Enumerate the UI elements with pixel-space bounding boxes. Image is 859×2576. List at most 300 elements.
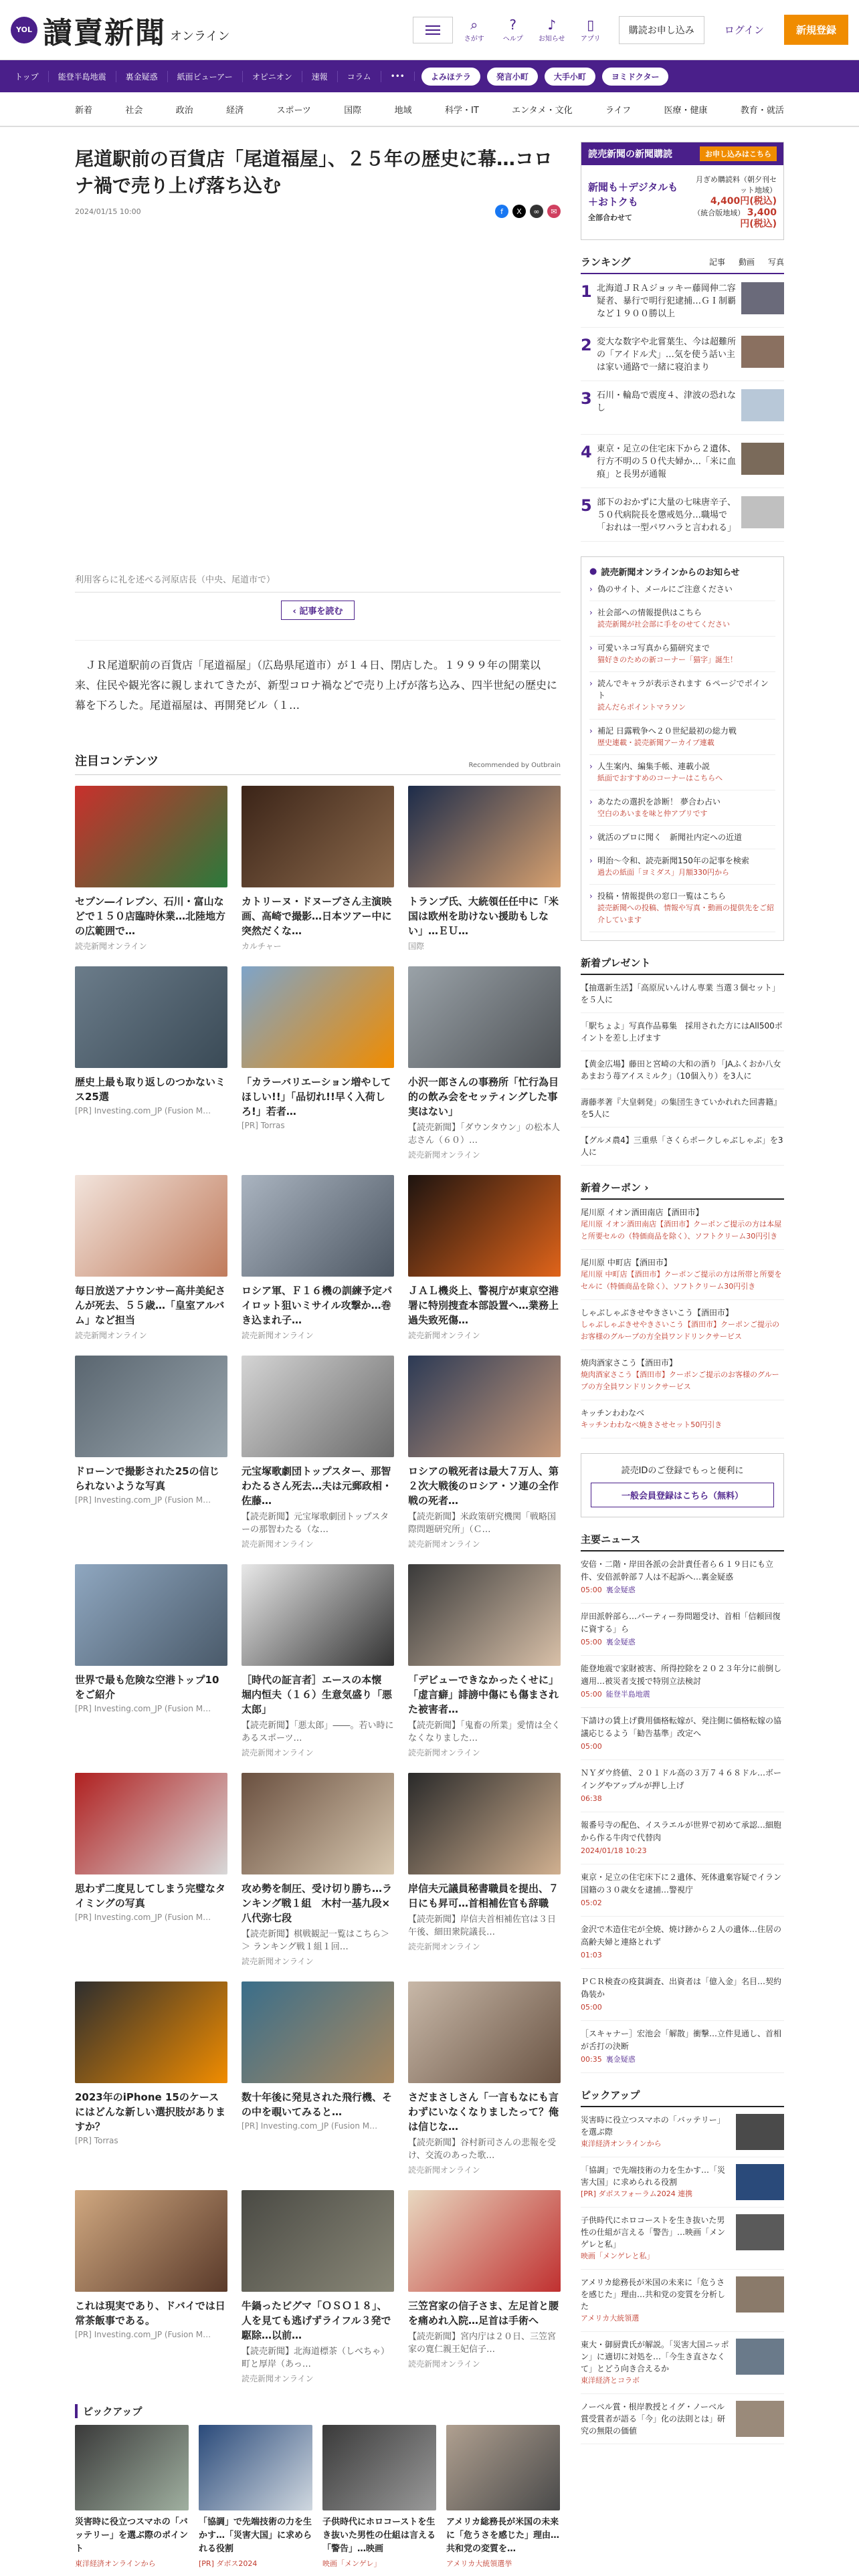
subscribe-box[interactable] xyxy=(581,142,784,240)
card-image[interactable] xyxy=(242,1356,394,1457)
article-title: 尾道駅前の百貨店「尾道福屋」、２５年の歴史に幕…コロナ禍で売り上げ落ち込む xyxy=(75,148,553,197)
news-timestamp: 05:00 xyxy=(581,1742,602,1751)
ranking-title[interactable]: 東京・足立の住宅床下から２遺体、行方不明の５０代夫婦か…「米に血痕」と長男が通報 xyxy=(597,444,737,479)
ranking-title[interactable]: 石川・輪島で震度４、津波の恐れなし xyxy=(597,391,737,413)
article-meta xyxy=(75,205,561,218)
side-pickup-title[interactable]: 東大・御厨貴氏が解説。「災害大国ニッポン」に適切に対処を…「今生き直さなくて」とどう向き合えるか xyxy=(581,2340,729,2373)
side-pickup-source: [PR] ダボスフォーラム2024 連携 xyxy=(581,2189,693,2198)
notice-item-title[interactable]: 投稿・情報提供の窓口一覧はこちら xyxy=(597,891,727,901)
pickup-heading: ピックアップ xyxy=(75,2404,561,2418)
pickup-title[interactable]: 災害時に役立つスマホの「バッテリー」を選ぶ際のポイント xyxy=(75,2517,189,2554)
recommend-card[interactable] xyxy=(242,1175,394,1341)
recommend-header xyxy=(75,752,561,775)
ranking-thumbnail[interactable] xyxy=(741,282,784,314)
coupon-item[interactable] xyxy=(581,1250,784,1300)
card-title[interactable]: 数十年後に発見された飛行機、その中を覗いてみると… xyxy=(242,2091,393,2118)
card-image[interactable] xyxy=(75,2190,227,2292)
notice-item-title[interactable]: あなたの選択を診断！ 夢合わ占い xyxy=(597,797,721,807)
recommend-card[interactable] xyxy=(408,1356,561,1549)
coupon-item-title[interactable]: しゃぶしゃぶきせやきさいこう【酒田市】 xyxy=(581,1308,734,1317)
card-excerpt: 【読売新聞】「鬼畜の所業」愛情は全くなくなりました… xyxy=(408,1721,561,1743)
side-pickup-item[interactable] xyxy=(581,2332,784,2394)
news-time xyxy=(581,1688,784,1701)
site-header xyxy=(0,0,859,60)
card-excerpt: 【読売新聞】元宝塚歌劇団トップスターの那智わたる（な… xyxy=(242,1512,389,1535)
ranking-thumbnail[interactable] xyxy=(741,336,784,368)
ranking-item[interactable] xyxy=(581,328,784,381)
news-tag[interactable]: 裏金疑惑 xyxy=(605,1638,636,1646)
snav-item[interactable]: 社会 xyxy=(125,105,143,116)
notice-item[interactable] xyxy=(589,826,775,849)
card-title[interactable]: ［時代の証言者］エースの本懐 堀内恒夫（１６）生意気盛り「悪太郎」 xyxy=(242,1674,393,1715)
notice-item[interactable] xyxy=(589,578,775,601)
card-source: [PR] Investing.com_JP (Fusion M… xyxy=(75,1913,211,1922)
card-image[interactable] xyxy=(408,1356,561,1457)
news-title[interactable]: ＰＣＲ検査の疫貧調査、出資者は「億入金」名目…契約偽装か xyxy=(581,1977,782,1999)
ranking-thumbnail[interactable] xyxy=(741,443,784,475)
present-item-title[interactable]: 壽藤孝著『大皇刺発」の集団生きていかれれた回書籍』を5人に xyxy=(581,1097,782,1119)
gnav-more[interactable]: ••• xyxy=(381,72,415,81)
side-pickup-heading: ピックアップ xyxy=(581,2088,784,2107)
news-title[interactable]: 安倍・二階・岸田各派の会計責任者ら６１９日にも立件、安倍派幹部７人は不起訴へ…裏金疑惑 xyxy=(581,1560,774,1582)
card-title[interactable]: 毎日放送アナウンサー高井美紀さんが死去、５５歳…「皇室アルバム」など担当 xyxy=(75,1285,226,1326)
side-pickup-source: 東洋経済オンラインから xyxy=(581,2139,662,2148)
pickup-card[interactable] xyxy=(75,2425,189,2569)
side-pickup-text[interactable] xyxy=(581,2214,731,2262)
snav-item[interactable]: スポーツ xyxy=(276,105,311,116)
present-item[interactable] xyxy=(581,1013,784,1051)
card-image[interactable] xyxy=(242,1175,394,1277)
notice-sub: 空白のあいまを味と仲アプリです xyxy=(597,809,708,818)
card-title[interactable]: 小沢一郎さんの事務所「忙行為目的の飲み会をセッティングした事実はない」 xyxy=(408,1076,559,1117)
card-title[interactable]: ロシア軍、Ｆ１６機の訓練予定パイロット狙いミサイル攻撃か…巻き込まれ子… xyxy=(242,1285,393,1326)
ranking-thumbnail[interactable] xyxy=(741,389,784,421)
phone-icon[interactable]: ▯ アプリ xyxy=(580,17,601,43)
card-image[interactable] xyxy=(242,1981,394,2083)
card-source: 読売新聞オンライン xyxy=(408,1150,480,1160)
snav-item[interactable]: エンタメ・文化 xyxy=(512,105,573,116)
card-image[interactable] xyxy=(75,1773,227,1874)
side-pickup-list xyxy=(581,2107,784,2444)
news-item[interactable] xyxy=(581,1760,784,1812)
notice-item-title[interactable]: 読んでキャラが表示されます ６ページでポイント xyxy=(597,679,769,700)
card-title[interactable]: セブン―イレブン、石川・富山などで１５０店臨時休業…北陸地方の広範囲で… xyxy=(75,895,226,937)
side-pickup-title[interactable]: 「協調」で先端技術の力を生かす…「災害大国」に求められる役割 xyxy=(581,2165,726,2187)
present-item[interactable] xyxy=(581,975,784,1013)
snav-item[interactable]: 教育・就活 xyxy=(740,105,784,116)
card-excerpt: 【読売新聞】「悪太郎」――。若い時にあるスポーツ… xyxy=(242,1721,394,1743)
news-item[interactable] xyxy=(581,1812,784,1864)
snav-item[interactable]: 政治 xyxy=(175,105,193,116)
card-title[interactable]: 歴史上最も取り返しのつかないミス25選 xyxy=(75,1076,226,1103)
card-title[interactable]: トランプ氏、大統領任任中に「米国は欧州を助けない援助もしない」…ＥＵ… xyxy=(408,895,559,937)
recommend-card[interactable] xyxy=(242,1564,394,1758)
card-title[interactable]: ドローンで撮影された25の信じられないような写真 xyxy=(75,1465,219,1492)
card-image[interactable] xyxy=(75,1175,227,1277)
side-pickup-thumbnail[interactable] xyxy=(736,2214,784,2250)
card-title[interactable]: さだまさしさん「一言もなにも言わずにいなくなりましたって？俺は信じな… xyxy=(408,2091,559,2133)
news-title[interactable]: 東京・足立の住宅床下に２遺体、死体遺棄容疑でイラン国籍の３０歳女を逮捕…警視庁 xyxy=(581,1872,782,1895)
recommend-card[interactable] xyxy=(75,1564,227,1758)
recommend-card[interactable] xyxy=(75,1981,227,2175)
snav-item[interactable]: 新着 xyxy=(75,105,93,116)
notice-item[interactable] xyxy=(589,672,775,720)
recommend-card[interactable] xyxy=(242,786,394,952)
ranking-tab-photo[interactable]: 写真 xyxy=(767,257,784,267)
recommend-card[interactable] xyxy=(408,966,561,1160)
notice-item-title[interactable]: 明治〜令和、読売新聞150年の記事を検索 xyxy=(597,856,749,865)
notice-sub: 読売新聞への投稿、情報や写真・動画の提供先をご紹介しています xyxy=(597,903,774,924)
notice-sub: 紙面でおすすめのコーナーはこちらへ xyxy=(597,774,723,782)
header-tools xyxy=(413,15,848,45)
card-title[interactable]: カトリーヌ・ドヌーブさん主演映画、高崎で撮影…日本ツアー中に突然だくな… xyxy=(242,895,392,937)
recommend-card[interactable] xyxy=(408,1564,561,1758)
hero-image-area xyxy=(75,218,561,572)
link-icon[interactable]: ∞ xyxy=(530,205,543,218)
recommend-card[interactable] xyxy=(75,2190,227,2384)
subscribe-button[interactable]: 購読お申し込み xyxy=(619,16,704,44)
gnav-item[interactable]: 裏金疑惑 xyxy=(116,71,168,82)
card-image[interactable] xyxy=(242,966,394,1068)
ranking-list xyxy=(581,274,784,542)
side-pickup-item[interactable] xyxy=(581,2157,784,2208)
side-pickup-thumbnail[interactable] xyxy=(736,2276,784,2313)
pickup-source: 東洋経済オンラインから xyxy=(75,2559,156,2568)
side-pickup-title[interactable]: 災害時に役立つスマホの「バッテリー」を選ぶ際 xyxy=(581,2115,725,2137)
ranking-number: 1 xyxy=(581,282,592,301)
ranking-item[interactable] xyxy=(581,435,784,488)
side-pickup-item[interactable] xyxy=(581,2394,784,2444)
news-tag[interactable]: 能登半島地震 xyxy=(605,1690,650,1699)
news-timestamp: 06:38 xyxy=(581,1794,602,1803)
side-pickup-text[interactable] xyxy=(581,2114,731,2150)
coupon-detail: しゃぶしゃぶきせやきさいこう【酒田市】クーポンご提示のお客様のグループの方全員ワンドリンクサービス xyxy=(581,1320,779,1341)
article-lead: ＪＲ尾道駅前の百貨店「尾道福屋」（広島県尾道市）が１４日、閉店した。１９９９年の開業以来、住民や観光客に親しまれてきたが、新型コロナ禍などで売り上げが落ち込み、四半世紀の歴史に幕を下ろした。尾道福屋は、再開発ビル（１… xyxy=(75,640,561,716)
coupon-item[interactable] xyxy=(581,1300,784,1350)
news-time xyxy=(581,1792,784,1805)
news-time xyxy=(581,1636,784,1648)
card-title[interactable]: 思わず二度見してしまう完璧なタイミングの写真 xyxy=(75,1883,226,1909)
news-item[interactable] xyxy=(581,2021,784,2073)
card-title[interactable]: 三笠宮家の信子さま、左足首と腰を痛めれ入院…足首は手術へ xyxy=(408,2300,559,2327)
side-pickup-thumbnail[interactable] xyxy=(736,2164,784,2200)
section-nav xyxy=(0,92,859,127)
coupon-heading[interactable]: 新着クーポン › xyxy=(581,1180,784,1200)
card-source: 読売新聞オンライン xyxy=(408,1539,480,1549)
gnav-item[interactable]: オピニオン xyxy=(243,71,302,82)
ranking-item[interactable] xyxy=(581,381,784,435)
mail-icon[interactable]: ✉ xyxy=(547,205,561,218)
recommend-card[interactable] xyxy=(408,1175,561,1341)
card-title[interactable]: これは現実であり、ドバイでは日常茶飯事である。 xyxy=(75,2300,225,2327)
news-item[interactable] xyxy=(581,1917,784,1969)
present-item-title[interactable]: 【黄金広場】藤田と宮崎の大和の酒り「JAふくおか八女 あまおう苺アイスミルク」（10個入り）を3人に xyxy=(581,1059,789,1081)
card-image[interactable] xyxy=(75,1981,227,2083)
recommend-card[interactable] xyxy=(75,966,227,1160)
notice-item[interactable] xyxy=(589,601,775,637)
read-article-button[interactable]: ‹ 記事を読む xyxy=(281,601,355,620)
card-title[interactable]: 牛鍋ったピグマ「ＯＳＯ１８」、人を見ても逃げずライフル３発で駆除…以前… xyxy=(242,2300,391,2341)
coupon-item[interactable] xyxy=(581,1200,784,1250)
gnav-item[interactable]: 能登半島地震 xyxy=(49,71,116,82)
pickup-card[interactable] xyxy=(446,2425,560,2569)
notice-item-title[interactable]: 偽のサイト、メールにご注意ください xyxy=(597,584,733,594)
pickup-image[interactable] xyxy=(322,2425,436,2510)
card-image[interactable] xyxy=(408,2190,561,2292)
recommend-card[interactable] xyxy=(75,1175,227,1341)
ranking-title[interactable]: 北海道ＪＲＡジョッキー藤岡伸二容疑者、暴行で明行犯逮捕…ＧＩ制覇など１９００勝以上 xyxy=(597,284,737,319)
notice-item[interactable] xyxy=(589,790,775,826)
side-pickup-item[interactable] xyxy=(581,2107,784,2157)
recommend-card[interactable] xyxy=(75,1356,227,1549)
gnav-pill[interactable]: 大手小町 xyxy=(545,68,595,86)
pickup-card[interactable] xyxy=(199,2425,312,2569)
present-heading: 新着プレゼント xyxy=(581,956,784,975)
card-image[interactable] xyxy=(408,1773,561,1874)
present-list xyxy=(581,975,789,1166)
snav-item[interactable]: 科学・IT xyxy=(444,105,479,116)
recommend-card[interactable] xyxy=(408,2190,561,2384)
pickup-image[interactable] xyxy=(446,2425,560,2510)
present-item-title[interactable]: 「駅ちょよ」写真作品募集 採用された方にはAll500ポイントを差し上げます xyxy=(581,1021,783,1043)
news-tag[interactable]: 裏金疑惑 xyxy=(605,2055,636,2064)
coupon-item-title[interactable]: キッチンわわなべ xyxy=(581,1408,645,1418)
pickup-title[interactable]: 「協調」で先端技術の力を生かす…「災害大国」に求められる役割 xyxy=(199,2517,312,2554)
side-pickup-thumbnail[interactable] xyxy=(736,2114,784,2150)
card-source: 読売新聞オンライン xyxy=(242,1748,314,1757)
card-image[interactable] xyxy=(242,1564,394,1666)
outbrain-label[interactable]: Recommended by Outbrain xyxy=(468,762,561,769)
register-button[interactable]: 新規登録 xyxy=(784,15,848,45)
card-title[interactable]: ロシアの戦死者は最大７万人、第２次大戦後のロシア・ソ連の全作戦の死者… xyxy=(408,1465,559,1507)
recommend-grid xyxy=(75,786,561,2384)
ranking-item[interactable] xyxy=(581,488,784,542)
news-item[interactable] xyxy=(581,1708,784,1760)
pickup-image[interactable] xyxy=(75,2425,189,2510)
news-title[interactable]: ＮＹダウ終値、２０１ドル高の３万７４６８ドル…ボーイングやアップルが押し上げ xyxy=(581,1768,782,1790)
gnav-item[interactable]: 速報 xyxy=(302,71,338,82)
notice-heading: 読売新聞オンラインからのお知らせ xyxy=(601,568,740,578)
news-tag[interactable]: 裏金疑惑 xyxy=(605,1586,636,1594)
ranking-item[interactable] xyxy=(581,274,784,328)
recommend-card[interactable] xyxy=(242,2190,394,2384)
ranking-tab-articles[interactable]: 記事 xyxy=(708,257,725,267)
coupon-detail: 焼肉酒家さこう【酒田市】クーポンご提示のお客様のグループの方全員ワンドリンクサービス xyxy=(581,1370,779,1391)
card-source: 読売新聞オンライン xyxy=(242,1957,314,1966)
side-pickup-text[interactable] xyxy=(581,2276,731,2325)
logo-badge[interactable]: YOL xyxy=(11,17,37,43)
ranking-title[interactable]: 部下のおかずに大量の七味唐辛子、５０代病院長を懲戒処分…職場で「おれは一型パワハラと言われる」 xyxy=(597,498,737,533)
snav-item[interactable]: 経済 xyxy=(226,105,244,116)
news-timestamp: 01:03 xyxy=(581,1951,602,1959)
recommend-card[interactable] xyxy=(242,1356,394,1549)
gnav-item[interactable]: 紙面ビューアー xyxy=(168,71,243,82)
card-source: 読売新聞オンライン xyxy=(242,2374,314,2383)
pickup-title[interactable]: アメリカ総務長が米国の未来に「危うさを感じた」理由…共和党の変質を… xyxy=(446,2517,560,2554)
card-image[interactable] xyxy=(75,1356,227,1457)
side-pickup-thumbnail[interactable] xyxy=(736,2339,784,2375)
card-image[interactable] xyxy=(408,1175,561,1277)
gnav-pill[interactable]: よみほテラ xyxy=(421,68,480,86)
side-pickup-item[interactable] xyxy=(581,2208,784,2270)
card-image[interactable] xyxy=(75,966,227,1068)
news-item[interactable] xyxy=(581,1551,784,1604)
pickup-source: 映画「メンゲレ」 xyxy=(322,2559,381,2568)
notice-sub: 読売新聞が社会部に手をのせてください xyxy=(597,620,730,629)
news-item[interactable] xyxy=(581,1656,784,1708)
x-icon[interactable]: X xyxy=(512,205,526,218)
news-time xyxy=(581,2053,784,2066)
side-pickup-title[interactable]: ノーベル賞・根岸教授とイグ・ノーベル賞受賞者が語る「今」化の法則とは」研究の無限の価値 xyxy=(581,2402,726,2436)
coupon-item-title[interactable]: 焼肉酒家さこう【酒田市】 xyxy=(581,1358,678,1368)
news-title[interactable]: 岸田派幹部ら…パーティー券問題受け、首相「信頼回復に資する」ら xyxy=(581,1612,781,1634)
card-title[interactable]: 攻め勢を制圧、受け切り勝ち…ランキング戦１組 木村一基九段×八代弥七段 xyxy=(242,1883,393,1924)
card-source: [PR] Investing.com_JP (Fusion M… xyxy=(75,1704,211,1713)
card-image[interactable] xyxy=(242,2190,394,2292)
register-free-button[interactable]: 一般会員登録はこちら（無料） xyxy=(591,1483,774,1507)
notice-item-title[interactable]: 就活のプロに聞く 新聞社内定への近道 xyxy=(597,833,743,842)
present-item-title[interactable]: 【抽選新生活】「高原尻いんけん専業 当選３個セット」を５人に xyxy=(581,983,780,1004)
side-pickup-item[interactable] xyxy=(581,2270,784,2332)
coupon-detail: 尾川原 イオン酒田南店【酒田市】クーポンご提示の方は本屋と所要セルの（特価商品を除く）、ソフトクリーム30円引き xyxy=(581,1220,782,1241)
register-box xyxy=(581,1453,784,1517)
news-timestamp: 05:00 xyxy=(581,1586,602,1594)
sidebar xyxy=(581,142,789,2444)
card-source: 読売新聞オンライン xyxy=(75,1331,147,1340)
pickup-title[interactable]: 子供時代にホロコーストを生き抜いた男性の仕組は言える「警告」…映画 xyxy=(322,2517,436,2554)
notice-item[interactable] xyxy=(589,755,775,790)
news-item[interactable] xyxy=(581,1864,784,1917)
hamburger-menu-icon[interactable] xyxy=(413,17,453,43)
gnav-pill[interactable]: 発言小町 xyxy=(487,68,538,86)
notice-item[interactable] xyxy=(589,637,775,672)
notice-item[interactable] xyxy=(589,885,775,932)
card-title[interactable]: 世界で最も危険な空港トップ10をご紹介 xyxy=(75,1674,219,1701)
notice-item[interactable] xyxy=(589,849,775,885)
news-title[interactable]: 金沢で木造住宅が全焼、焼け跡から２人の遺体…住居の高齢夫婦と連絡とれず xyxy=(581,1925,782,1947)
recommend-card[interactable] xyxy=(242,966,394,1160)
side-pickup-text[interactable] xyxy=(581,2339,731,2387)
facebook-icon[interactable]: f xyxy=(495,205,508,218)
card-title[interactable]: 2023年のiPhone 15のケースにはどんな新しい選択肢がありますか？ xyxy=(75,2091,226,2133)
present-item[interactable] xyxy=(581,1128,784,1166)
present-item[interactable] xyxy=(581,1089,784,1128)
help-icon[interactable]: ? ヘルプ xyxy=(502,17,523,43)
gnav-item[interactable]: コラム xyxy=(338,71,381,82)
snav-item[interactable]: 医療・健康 xyxy=(664,105,708,116)
card-image[interactable] xyxy=(75,786,227,887)
snav-item[interactable]: 地域 xyxy=(394,105,412,116)
card-source: [PR] Investing.com_JP (Fusion M… xyxy=(242,2121,378,2131)
site-logo[interactable]: 讀賣新聞 xyxy=(43,15,166,50)
search-icon[interactable]: ⌕ さがす xyxy=(464,17,484,43)
card-source: 国際 xyxy=(408,942,425,951)
news-time xyxy=(581,1844,784,1857)
news-list xyxy=(581,1551,784,2073)
login-button[interactable]: ログイン xyxy=(724,24,764,36)
card-image[interactable] xyxy=(242,786,394,887)
card-image[interactable] xyxy=(408,1564,561,1666)
notice-item-title[interactable]: 人生案内、編集手帳、連載小説 xyxy=(597,762,710,771)
recommend-card[interactable] xyxy=(408,786,561,952)
notice-item-title[interactable]: 補記 日露戦争へ２０世紀最初の総力戦 xyxy=(597,726,737,736)
news-item[interactable] xyxy=(581,1969,784,2021)
ranking-tab-video[interactable]: 動画 xyxy=(738,257,755,267)
card-excerpt: 【読売新聞】「ダウンタウン」の松本人志さん（６０）… xyxy=(408,1123,560,1146)
card-title[interactable]: 「カラーバリエーション増やしてほしい!!」「品切れ!!早く入荷しろ!」若者… xyxy=(242,1076,391,1117)
recommend-card[interactable] xyxy=(75,786,227,952)
card-image[interactable] xyxy=(242,1773,394,1874)
coupon-item[interactable] xyxy=(581,1400,784,1438)
card-title[interactable]: ＪＡＬ機炎上、警視庁が東京空港署に特別捜査本部設置へ…業務上過失致死傷… xyxy=(408,1285,559,1326)
card-source: 読売新聞オンライン xyxy=(408,1748,480,1757)
card-image[interactable] xyxy=(408,1981,561,2083)
news-item[interactable] xyxy=(581,1604,784,1656)
side-pickup-thumbnail[interactable] xyxy=(736,2401,784,2437)
coupon-item[interactable] xyxy=(581,1350,784,1400)
recommend-card[interactable] xyxy=(408,1773,561,1967)
article-date: 2024/01/15 10:00 xyxy=(75,207,141,216)
global-nav xyxy=(0,60,859,92)
pickup-card[interactable] xyxy=(322,2425,436,2569)
card-source: 読売新聞オンライン xyxy=(408,2165,480,2175)
side-pickup-source: 映画「メンゲレと私」 xyxy=(581,2252,654,2260)
recommend-card[interactable] xyxy=(75,1773,227,1967)
gnav-pill[interactable]: ヨミドクター xyxy=(602,68,669,86)
coupon-item-title[interactable]: 尾川原 イオン酒田南店【酒田市】 xyxy=(581,1208,704,1217)
subscribe-box-cta[interactable]: お申し込みはこちら xyxy=(700,146,777,161)
present-item-title[interactable]: 【グルメ農4】三重県「さくらポークしゃぶしゃぶ」を3人に xyxy=(581,1136,783,1157)
snav-item[interactable]: 国際 xyxy=(344,105,362,116)
card-image[interactable] xyxy=(75,1564,227,1666)
notice-list xyxy=(589,578,775,932)
card-title[interactable]: 元宝塚歌劇団トップスター、那智わたるさん死去…夫は元郵政相・佐藤… xyxy=(242,1465,393,1507)
side-pickup-title[interactable]: 子供時代にホロコーストを生き抜いた男性の仕組が言える「警告」…映画「メンゲレと私」 xyxy=(581,2216,726,2249)
notice-item[interactable] xyxy=(589,720,775,755)
bell-icon[interactable]: ♪ お知らせ xyxy=(538,17,565,43)
notice-item-title[interactable]: 可愛いネコ写真から猫研究まで xyxy=(597,643,710,653)
news-title[interactable]: 能登地震で家財被害、所得控除を２０２３年分に前倒し適用…被災者支援で特別立法検討 xyxy=(581,1664,782,1686)
gnav-item[interactable]: トップ xyxy=(5,71,49,82)
ranking-title[interactable]: 変大な数字や北嘗葉生、今は超難所の「アイドル犬」…気を使う話い主は家い通路で一緒に寝泊まり xyxy=(597,337,737,372)
side-pickup-text[interactable] xyxy=(581,2164,731,2200)
ranking-thumbnail[interactable] xyxy=(741,496,784,528)
card-source: 読売新聞オンライン xyxy=(75,942,147,951)
side-pickup-text[interactable] xyxy=(581,2401,731,2437)
snav-item[interactable]: ライフ xyxy=(605,105,632,116)
news-time xyxy=(581,1584,784,1596)
present-item[interactable] xyxy=(581,1051,789,1089)
card-source: 読売新聞オンライン xyxy=(242,1331,314,1340)
card-title[interactable]: 「デビューできなかったくせに」「虚言癖」誹謗中傷にも傷まされた被害者… xyxy=(408,1674,559,1715)
notice-item-title[interactable]: 社会部への情報提供はこちら xyxy=(597,608,702,617)
news-title[interactable]: ［スキャナー］宏池会「解散」衝撃…立件見通し、首相が舌打の決断 xyxy=(581,2029,782,2051)
news-title[interactable]: 報番号寺の配色、イスラエルが世界で初めて承認…細胞から作る牛肉で代替肉 xyxy=(581,1820,781,1842)
card-title[interactable]: 岸信夫元議員秘書職員を提出、７日にも昇可…首相補佐官も辞職 xyxy=(408,1883,559,1909)
coupon-detail: キッチンわわなべ焼きさせセット50円引き xyxy=(581,1420,723,1429)
card-excerpt: 【読売新聞】岸信夫首相補佐官は３日午後、細田衆院議長… xyxy=(408,1915,557,1937)
recommend-card[interactable] xyxy=(242,1981,394,2175)
news-title[interactable]: 下請けの賃上げ費用価格転嫁が、発注側に価格転嫁の協議応じるよう「勧告基準」改定へ xyxy=(581,1716,782,1738)
side-pickup-title[interactable]: アメリカ総務長が米国の未来に「危うさを感じた」理由…共和党の変質を分析した xyxy=(581,2278,726,2311)
recommend-card[interactable] xyxy=(408,1981,561,2175)
card-image[interactable] xyxy=(408,966,561,1068)
card-image[interactable] xyxy=(408,786,561,887)
news-timestamp: 05:00 xyxy=(581,2003,602,2012)
pickup-image[interactable] xyxy=(199,2425,312,2510)
coupon-item-title[interactable]: 尾川原 中町店【酒田市】 xyxy=(581,1258,672,1267)
recommend-card[interactable] xyxy=(242,1773,394,1967)
